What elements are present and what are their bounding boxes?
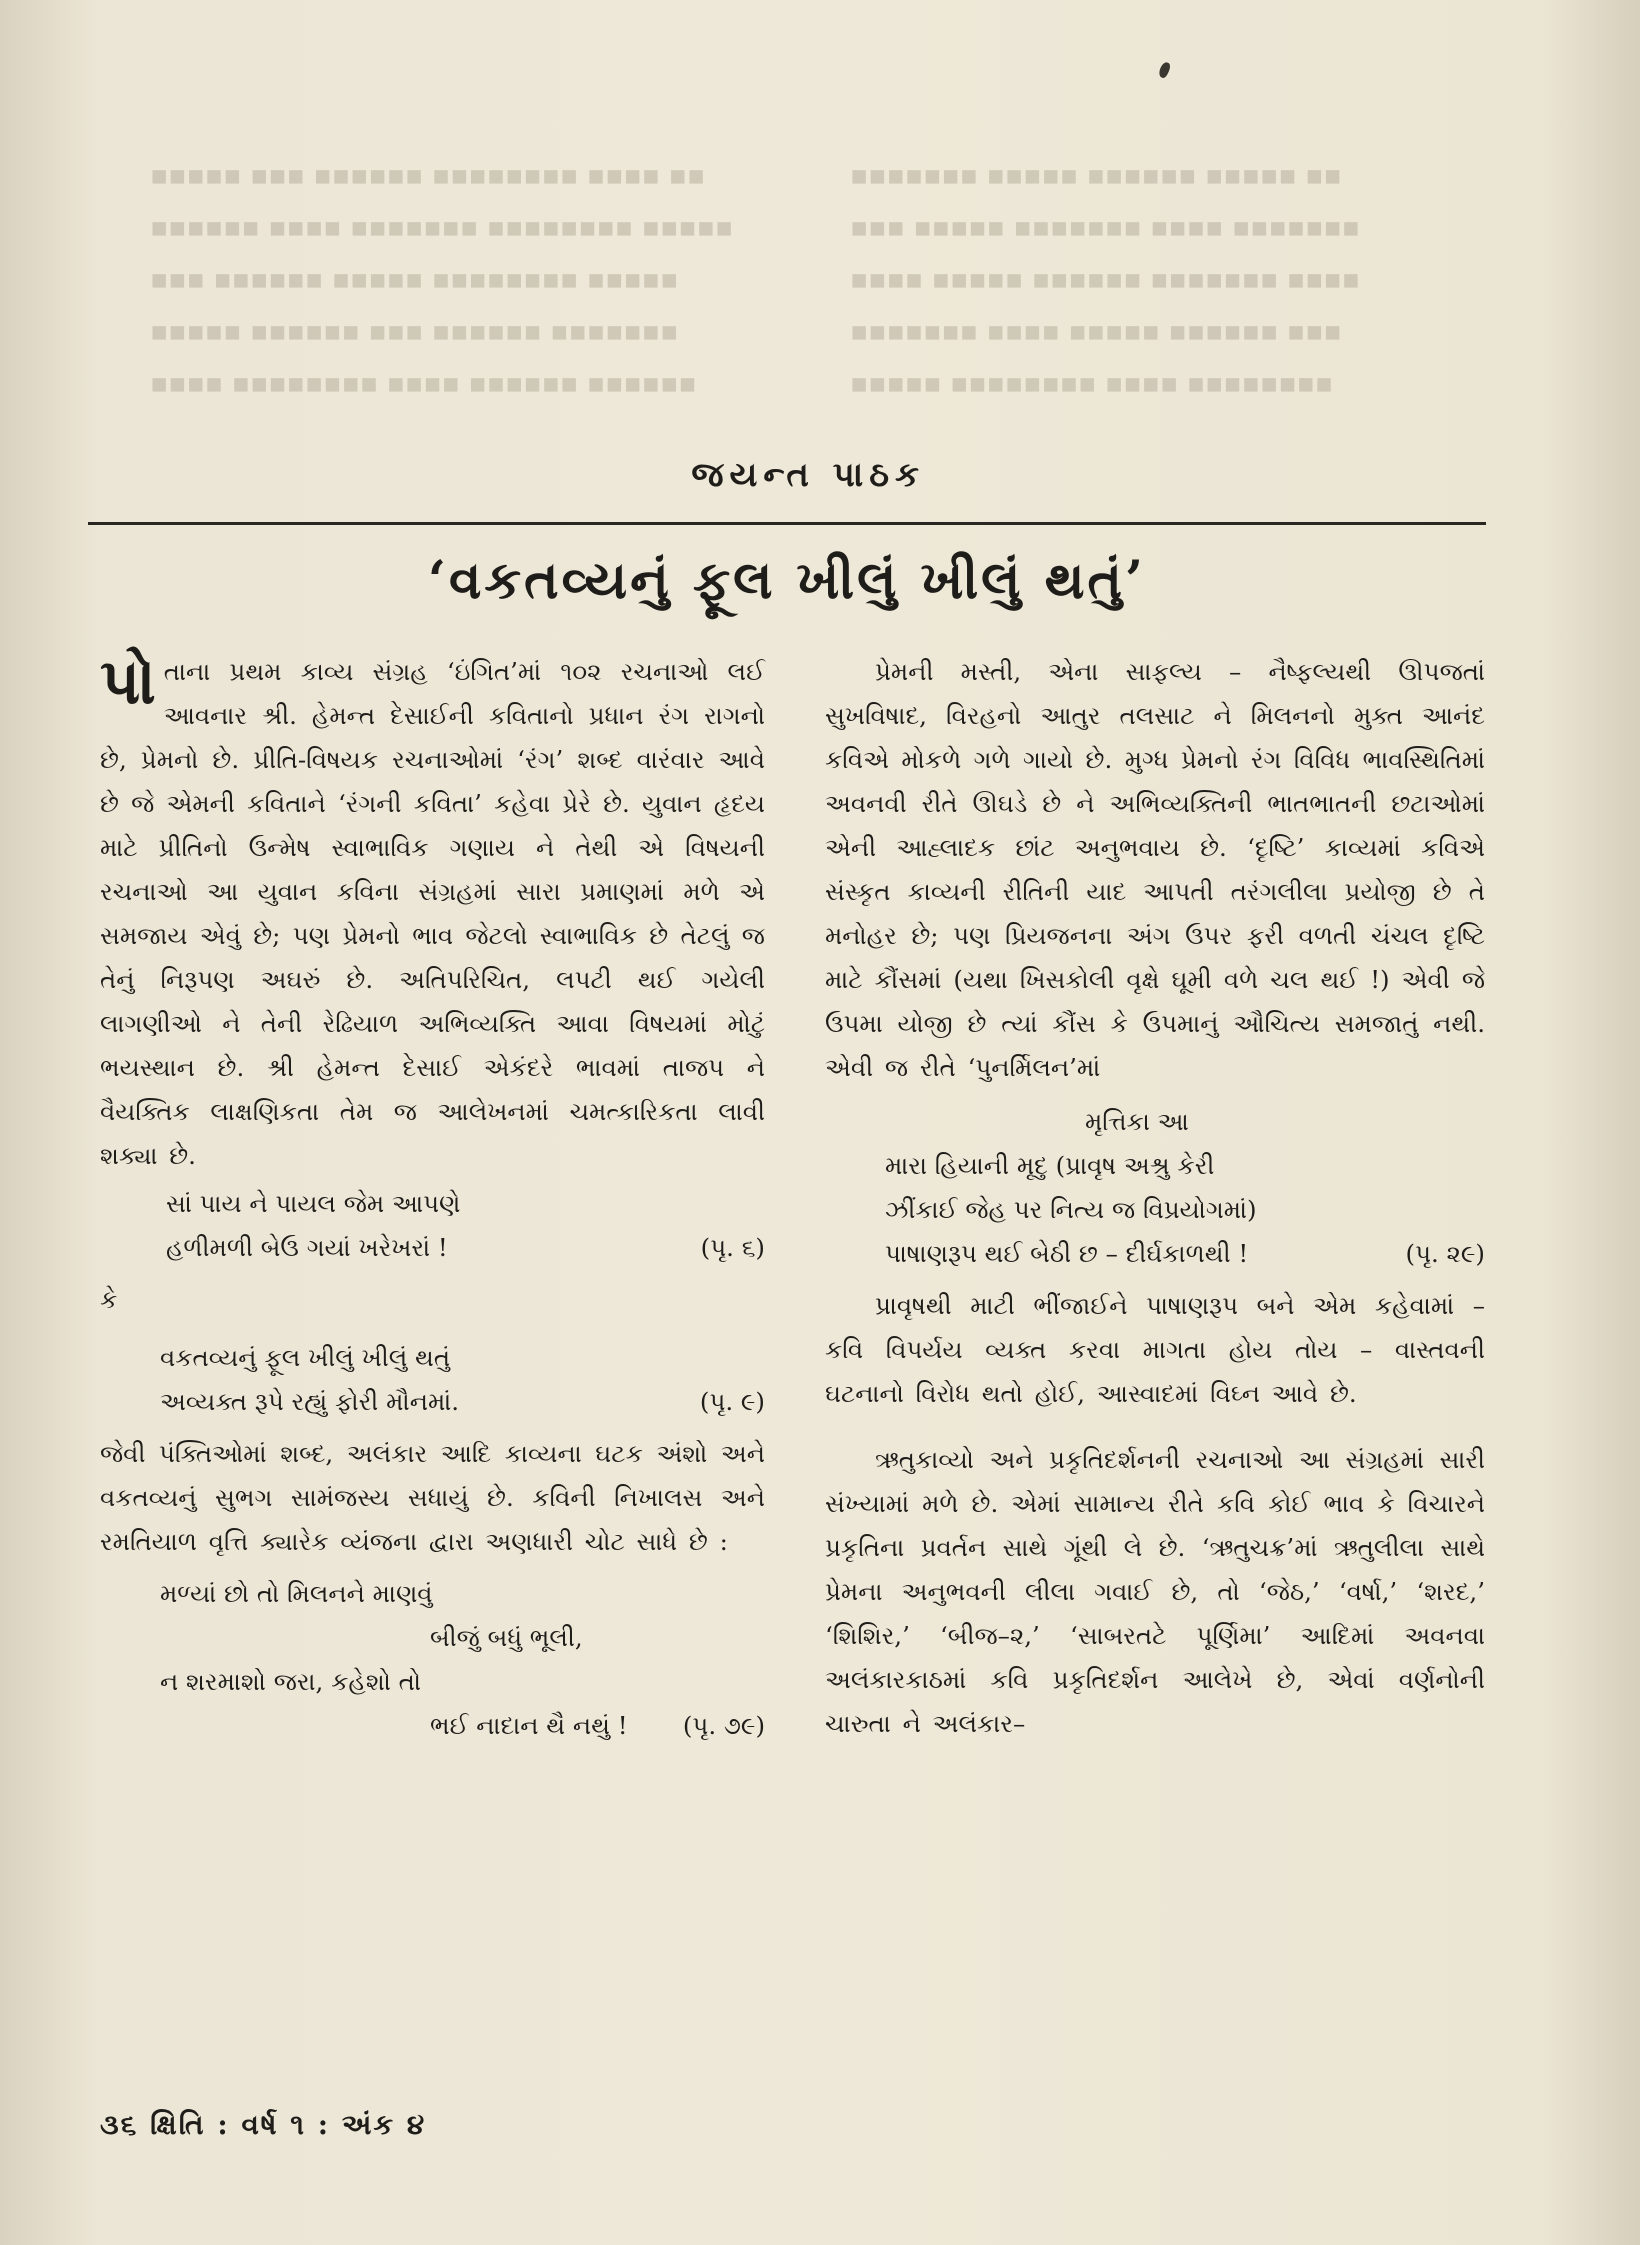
verse-quote-4 (825, 1100, 1485, 1276)
verse-quote-1 (100, 1182, 765, 1270)
page-reference: (પૃ. ૯) (699, 1387, 765, 1416)
verse-line: ભઈ નાદાન થૈ નથું ! (પૃ. ૭૯) (160, 1704, 765, 1748)
page-reference: (પૃ. ૨૯) (1405, 1239, 1485, 1268)
body-paragraph: પ્રેમની મસ્તી, એના સાફલ્ય – નૈષ્ફલ્યથી ઊપજતાં સુખવિષાદ, વિરહનો આતુર તલસાટ ને મિલનનો મુક્ત આનંદ કવિએ મોકળે ગળે ગાયો છે. મુગ્ધ પ્રેમનો રંગ વિવિધ ભાવસ્થિતિમાં અવનવી રીતે ઊઘડે છે ને અભિવ્યક્તિની ભાતભાતની છટાઓમાં એની આહ્લાદક છાંટ અનુભવાય છે. ‘દૃષ્ટિ’ કાવ્યમાં કવિએ સંસ્કૃત કાવ્યની રીતિની યાદ આપતી તરંગલીલા પ્રયોજી છે તે મનોહર છે; પણ પ્રિયજનના અંગ ઉપર ફરી વળતી ચંચલ દૃષ્ટિ માટે કૌંસમાં (યથા ખિસકોલી વૃક્ષે ઘૂમી વળે ચલ થઈ !) એવી જે ઉપમા યોજી છે ત્યાં કૌંસ કે ઉપમાનું ઔચિત્ય સમજાતું નથી. એવી જ રીતે ‘પુનર્મિલન’માં (825, 657, 1485, 1082)
body-paragraph: પ્રાવૃષથી માટી ભીંજાઈને પાષાણરૂપ બને એમ કહેવામાં – કવિ વિપર્યય વ્યક્ત કરવા માગતા હોય તોય – વાસ્તવની ઘટનાનો વિરોધ થતો હોઈ, આસ્વાદમાં વિઘ્ન આવે છે. (825, 1291, 1485, 1408)
verse-line: બીજું બધું ભૂલી, (430, 1623, 583, 1652)
verse-line: મૃત્તિકા આ (1085, 1107, 1189, 1136)
drop-cap: પો (100, 645, 156, 718)
ink-speck (1157, 61, 1172, 79)
body-paragraph: ઋતુકાવ્યો અને પ્રકૃતિદર્શનની રચનાઓ આ સંગ્રહમાં સારી સંખ્યામાં મળે છે. એમાં સામાન્ય રીતે કવિ કોઈ ભાવ કે વિચારને પ્રકૃતિના પ્રવર્તન સાથે ગૂંથી લે છે. ‘ઋતુચક્ર’માં ઋતુલીલા સાથે પ્રેમના અનુભવની લીલા ગવાઈ છે, તો ‘જેઠ,’ ‘વર્ષા,’ ‘શરદ,’ ‘શિશિર,’ ‘બીજ–૨,’ ‘સાબરતટે પૂર્ણિમા’ આદિમાં અવનવા અલંકારકાઠમાં કવિ પ્રકૃતિદર્શન આલેખે છે, એવાં વર્ણનોની ચારુતા ને અલંકાર– (825, 1445, 1485, 1738)
intro-paragraph (100, 645, 765, 1178)
verse-quote-3 (100, 1572, 765, 1748)
bleed-through-text: ▪▪▪▪▪ ▪▪▪ ▪▪▪▪▪▪ ▪▪▪▪▪▪▪▪ ▪▪▪▪ ▪▪ ▪▪▪▪▪▪ ▪▪▪▪ ▪▪▪▪▪▪▪ ▪▪▪▪▪▪▪▪ ▪▪▪▪▪ ▪▪▪ ▪▪▪▪▪▪ ▪▪▪▪▪ ▪▪▪▪▪▪▪▪ ▪▪▪▪▪ ▪▪▪▪▪ ▪▪▪▪▪▪ ▪▪▪ ▪▪▪▪▪▪ ▪▪▪▪▪▪▪ ▪▪▪▪ ▪▪▪▪▪▪▪▪ ▪▪▪▪ ▪▪▪▪▪▪ ▪▪▪▪▪▪ (150, 160, 734, 399)
page-reference: (પૃ. ૭૯) (682, 1711, 765, 1740)
verse-line: વકતવ્યનું ફૂલ ખીલું ખીલું થતું (160, 1343, 451, 1372)
verse-line: ન શરમાશો જરા, કહેશો તો (160, 1667, 422, 1696)
verse-line: પાષાણરૂપ થઈ બેઠી છ – દીર્ઘકાળથી ! (પૃ. ૨૯) (885, 1232, 1485, 1276)
right-column (825, 650, 1485, 1746)
verse-line: ઝીંકાઈ જેહ પર નિત્ય જ વિપ્રયોગમાં) (885, 1195, 1257, 1224)
verse-line: મળ્યાં છો તો મિલનને માણવું (160, 1579, 433, 1608)
author-name: જયન્ત પાઠક (691, 455, 925, 495)
bleed-through-text-right: ▪▪▪▪▪▪▪ ▪▪▪▪▪ ▪▪▪▪▪▪ ▪▪▪▪▪ ▪▪ ▪▪▪ ▪▪▪▪▪ ▪▪▪▪▪▪▪ ▪▪▪▪ ▪▪▪▪▪▪▪ ▪▪▪▪ ▪▪▪▪▪ ▪▪▪▪▪▪ ▪▪▪▪▪▪▪ ▪▪▪▪ ▪▪▪▪▪▪▪ ▪▪▪▪ ▪▪▪▪▪ ▪▪▪▪▪▪ ▪▪▪ ▪▪▪▪▪ ▪▪▪▪▪▪▪▪ ▪▪▪▪ ▪▪▪▪▪▪▪▪ (850, 160, 1361, 399)
connector-word: કે (100, 1285, 118, 1314)
verse-line: અવ્યક્ત રૂપે રહ્યું ફોરી મૌનમાં. (પૃ. ૯) (160, 1380, 765, 1424)
verse-line: સાં પાય ને પાયલ જેમ આપણે (166, 1189, 461, 1218)
page-footer: ૩૬ ક્ષિતિ : વર્ષ ૧ : અંક ૪ (100, 2108, 427, 2141)
verse-line: હળીમળી બેઉ ગયાં ખરેખરાં ! (પૃ. ૬) (166, 1226, 765, 1270)
body-paragraph: જેવી પંક્તિઓમાં શબ્દ, અલંકાર આદિ કાવ્યના ઘટક અંશો અને વકતવ્યનું સુભગ સામંજસ્ય સધાયું છે. કવિની નિખાલસ અને રમતિયાળ વૃત્તિ ક્યારેક વ્યંજના દ્વારા અણધારી ચોટ સાધે છે : (100, 1439, 765, 1556)
page-reference: (પૃ. ૬) (700, 1233, 765, 1262)
verse-quote-2 (100, 1336, 765, 1424)
header-rule (88, 522, 1486, 525)
verse-line: મારા હિયાની મૃદુ (પ્રાવૃષ અશ્રુ કેરી (885, 1151, 1215, 1180)
intro-text: તાના પ્રથમ કાવ્ય સંગ્રહ ‘ઇંગિત’માં ૧૦૨ રચનાઓ લઈ આવનાર શ્રી. હેમન્ત દેસાઈની કવિતાનો પ્રધાન રંગ રાગનો છે, પ્રેમનો છે. પ્રીતિ-વિષયક રચનાઓમાં ‘રંગ’ શબ્દ વારંવાર આવે છે જે એમની કવિતાને ‘રંગની કવિતા’ કહેવા પ્રેરે છે. યુવાન હૃદય માટે પ્રીતિનો ઉન્મેષ સ્વાભાવિક ગણાય ને તેથી એ વિષયની રચનાઓ આ યુવાન કવિના સંગ્રહમાં સારા પ્રમાણમાં મળે એ સમજાય એવું છે; પણ પ્રેમનો ભાવ જેટલો સ્વાભાવિક છે તેટલું જ તેનું નિરૂપણ અઘરું છે. અતિપરિચિત, લપટી થઈ ગયેલી લાગણીઓ ને તેની રેઢિયાળ અભિવ્યક્તિ આવા વિષયમાં મોટું ભયસ્થાન છે. શ્રી હેમન્ત દેસાઈ એકંદરે ભાવમાં તાજપ ને વૈયક્તિક લાક્ષણિકતા તેમ જ આલેખનમાં ચમત્કારિકતા લાવી શક્યા છે. (100, 657, 765, 1170)
article-title: ‘વકતવ્યનું ફૂલ ખીલું ખીલું થતું’ (427, 550, 1147, 611)
left-column (100, 645, 765, 1756)
